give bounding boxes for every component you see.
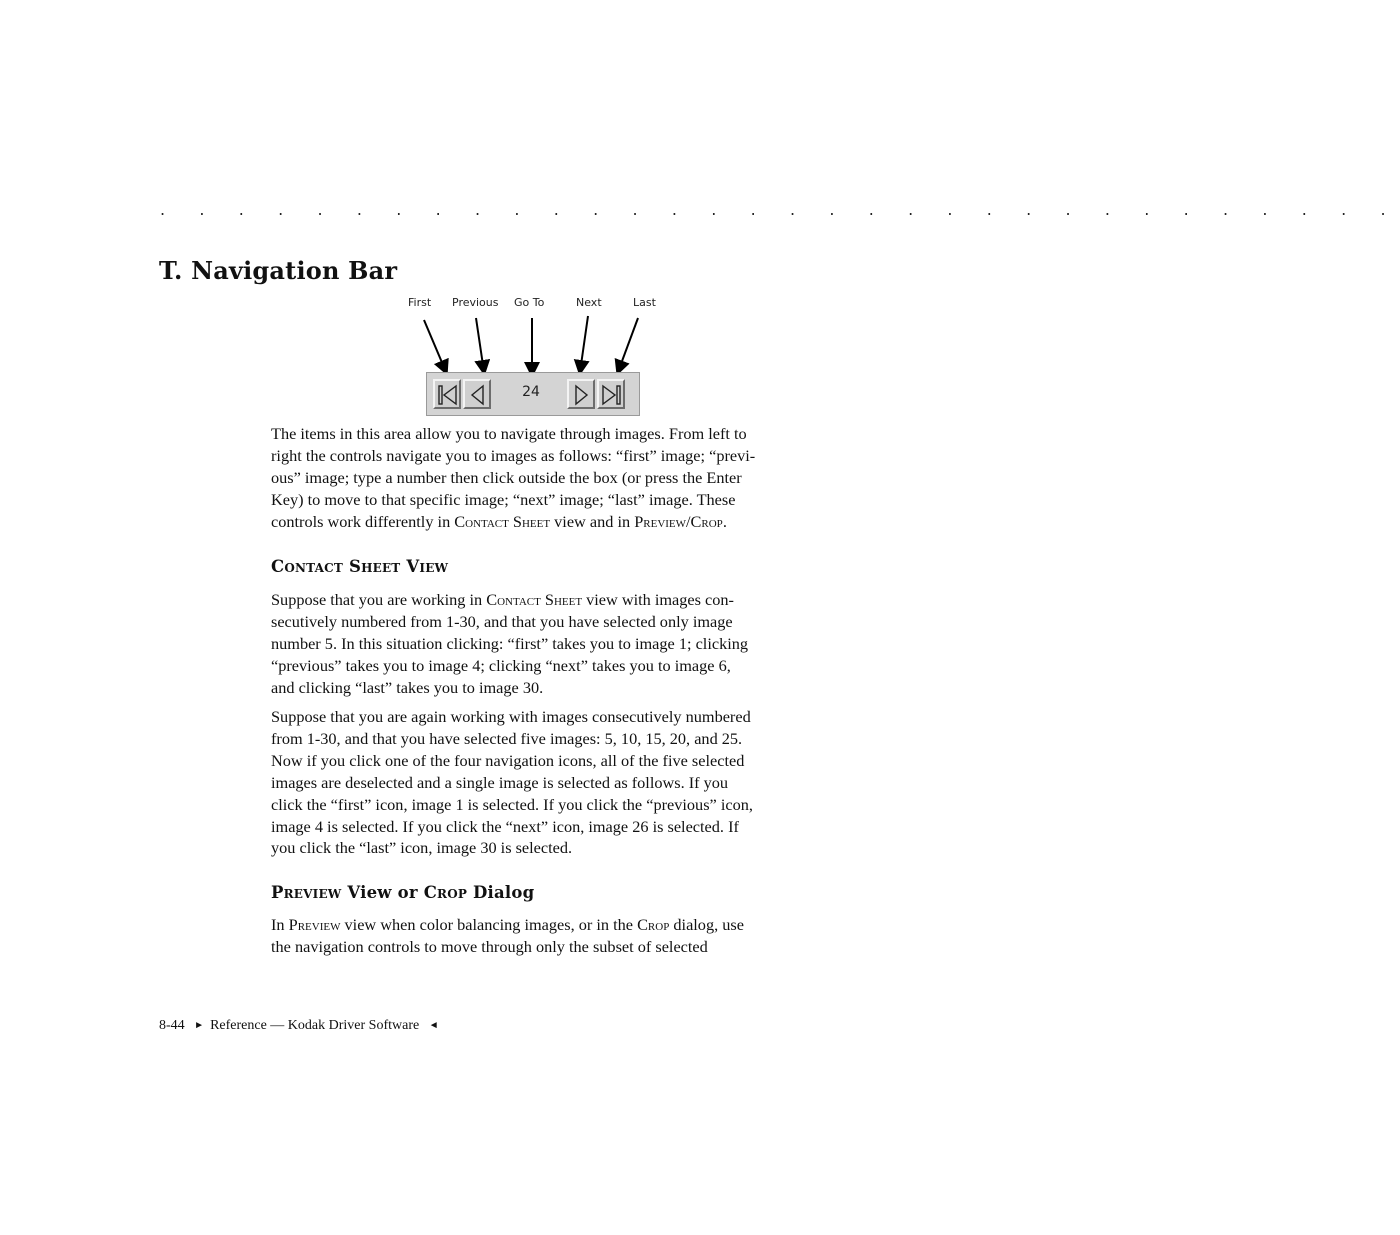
text-line: Suppose that you are again working with images consecutively numbered <box>271 707 751 726</box>
text-line: click the “first” icon, image 1 is selected. If you click the “previous” icon, <box>271 794 753 814</box>
text-line: “previous” takes you to image 4; clicking “next” takes you to image 6, <box>271 655 731 675</box>
goto-input[interactable]: 24 <box>499 379 563 409</box>
previous-button[interactable] <box>463 379 491 409</box>
next-icon <box>571 384 593 406</box>
contact-sheet-paragraph-1 <box>271 589 796 699</box>
page-footer <box>159 1018 445 1034</box>
contact-sheet-paragraph-2 <box>271 706 796 859</box>
text-line: Key) to move to that specific image; “next” image; “last” image. These <box>271 489 736 509</box>
text-line: right the controls navigate you to images as follows: “first” image; “previ- <box>271 445 756 465</box>
text-line: The items in this area allow you to navigate through images. From left to <box>271 424 747 443</box>
page-number: 8-44 <box>159 1018 185 1033</box>
text-line: number 5. In this situation clicking: “first” takes you to image 1; clicking <box>271 633 749 653</box>
text-line: you click the “last” icon, image 30 is selected. <box>271 838 573 858</box>
text-line: In Preview view when color balancing images, or in the Crop dialog, use <box>271 915 744 934</box>
contact-sheet-heading: Contact Sheet View <box>271 557 449 576</box>
term-crop: Crop <box>637 915 670 934</box>
label-next: Next <box>576 296 602 309</box>
label-first: First <box>408 296 432 309</box>
next-button[interactable] <box>567 379 595 409</box>
label-last: Last <box>633 296 656 309</box>
text-line: Now if you click one of the four navigation icons, all of the five selected <box>271 750 745 770</box>
arrow-first <box>424 320 446 372</box>
term-preview-crop: Preview/Crop <box>634 511 723 531</box>
navigation-bar <box>426 372 640 416</box>
text-line: the navigation controls to move through only the subset of selected <box>271 936 708 956</box>
arrow-previous <box>476 318 484 372</box>
text-line: from 1-30, and that you have selected five images: 5, 10, 15, 20, and 25. <box>271 728 743 748</box>
term-contact-sheet: Contact Sheet <box>486 590 583 609</box>
right-triangle-icon: ► <box>194 1020 205 1031</box>
intro-paragraph <box>271 423 796 533</box>
label-goto: Go To <box>514 296 545 309</box>
preview-paragraph <box>271 914 796 958</box>
first-button[interactable] <box>433 379 461 409</box>
text-line: secutively numbered from 1-30, and that you have selected only image <box>271 611 733 631</box>
footer-title: Reference — Kodak Driver Software <box>210 1018 420 1033</box>
first-icon <box>437 384 459 406</box>
arrow-last <box>618 318 638 372</box>
term-contact-sheet: Contact Sheet <box>454 511 551 531</box>
text-line: Suppose that you are working in Contact Sheet view with images con- <box>271 590 734 609</box>
dotted-rule: . . . . . . . . . . . . . . . . . . . . . . . . . . . . . . . . <box>160 200 1400 219</box>
text-line: and clicking “last” takes you to image 30. <box>271 677 544 697</box>
label-previous: Previous <box>452 296 499 309</box>
text-line: controls work differently in Contact Sheet view and in Preview/Crop. <box>271 511 727 531</box>
arrow-next <box>580 316 588 372</box>
text-line: images are deselected and a single image is selected as follows. If you <box>271 772 729 792</box>
navigation-bar-figure <box>400 292 670 422</box>
term-preview: Preview <box>288 915 341 934</box>
previous-icon <box>467 384 489 406</box>
section-title: T. Navigation Bar <box>159 256 398 285</box>
text-line: ous” image; type a number then click outside the box (or press the Enter <box>271 467 742 487</box>
last-icon <box>601 384 623 406</box>
last-button[interactable] <box>597 379 625 409</box>
preview-crop-heading: Preview View or Crop Dialog <box>271 883 535 902</box>
text-line: image 4 is selected. If you click the “next” icon, image 26 is selected. If <box>271 816 739 836</box>
left-triangle-icon: ◄ <box>428 1020 439 1031</box>
